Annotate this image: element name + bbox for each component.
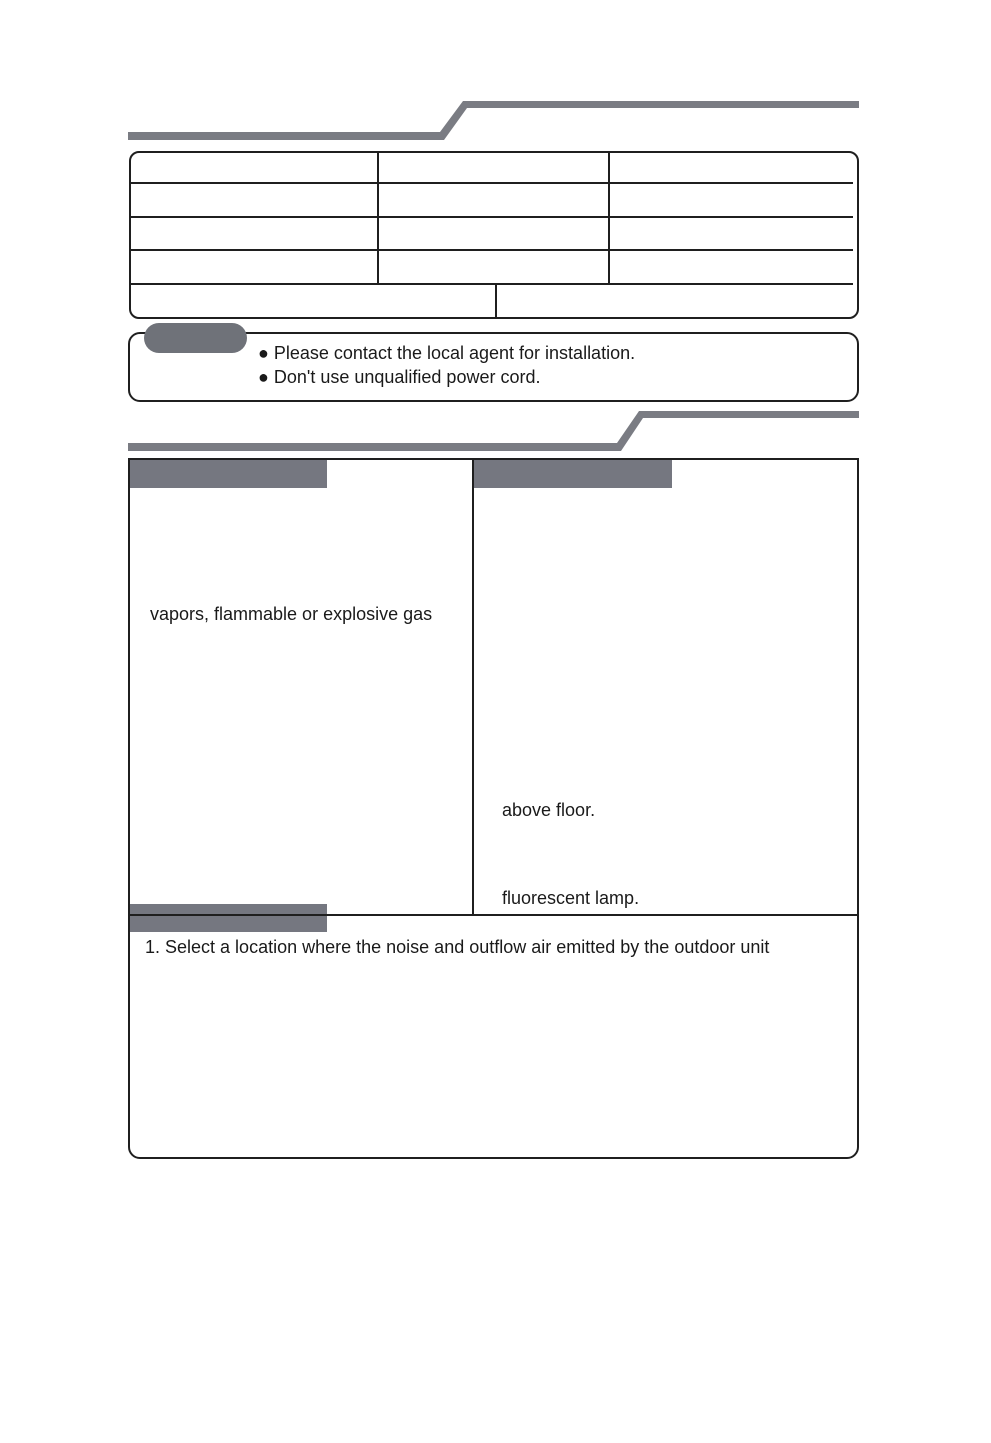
outdoor-item-1: 1. Select a location where the noise and outflow air emitted by the outdoor unit [145, 937, 770, 957]
section-divider [128, 914, 859, 916]
notice-line-2: ● Don't use unqualified power cord. [258, 367, 541, 387]
indoor-unit-tab [130, 460, 327, 488]
second-column-tab [474, 460, 672, 488]
second-column-text-2: fluorescent lamp. [502, 888, 640, 908]
notice-line-1: ● Please contact the local agent for installation. [258, 343, 636, 363]
outdoor-unit-tab [130, 904, 327, 932]
second-column-text-1: above floor. [502, 800, 596, 820]
table-row-divider [131, 249, 853, 251]
table-col-divider [377, 153, 379, 283]
table-col-divider [495, 283, 497, 319]
table-col-divider [608, 153, 610, 283]
section-rule-top [128, 101, 859, 140]
section-rule-middle [128, 411, 859, 451]
table-row-divider [131, 283, 853, 285]
indoor-column-text: vapors, flammable or explosive gas [150, 604, 433, 624]
table-row-divider [131, 216, 853, 218]
spec-table [129, 151, 859, 319]
column-divider [472, 459, 474, 915]
table-row-divider [131, 182, 853, 184]
caution-label-pill [144, 323, 247, 353]
installation-site-panel [128, 458, 859, 1159]
